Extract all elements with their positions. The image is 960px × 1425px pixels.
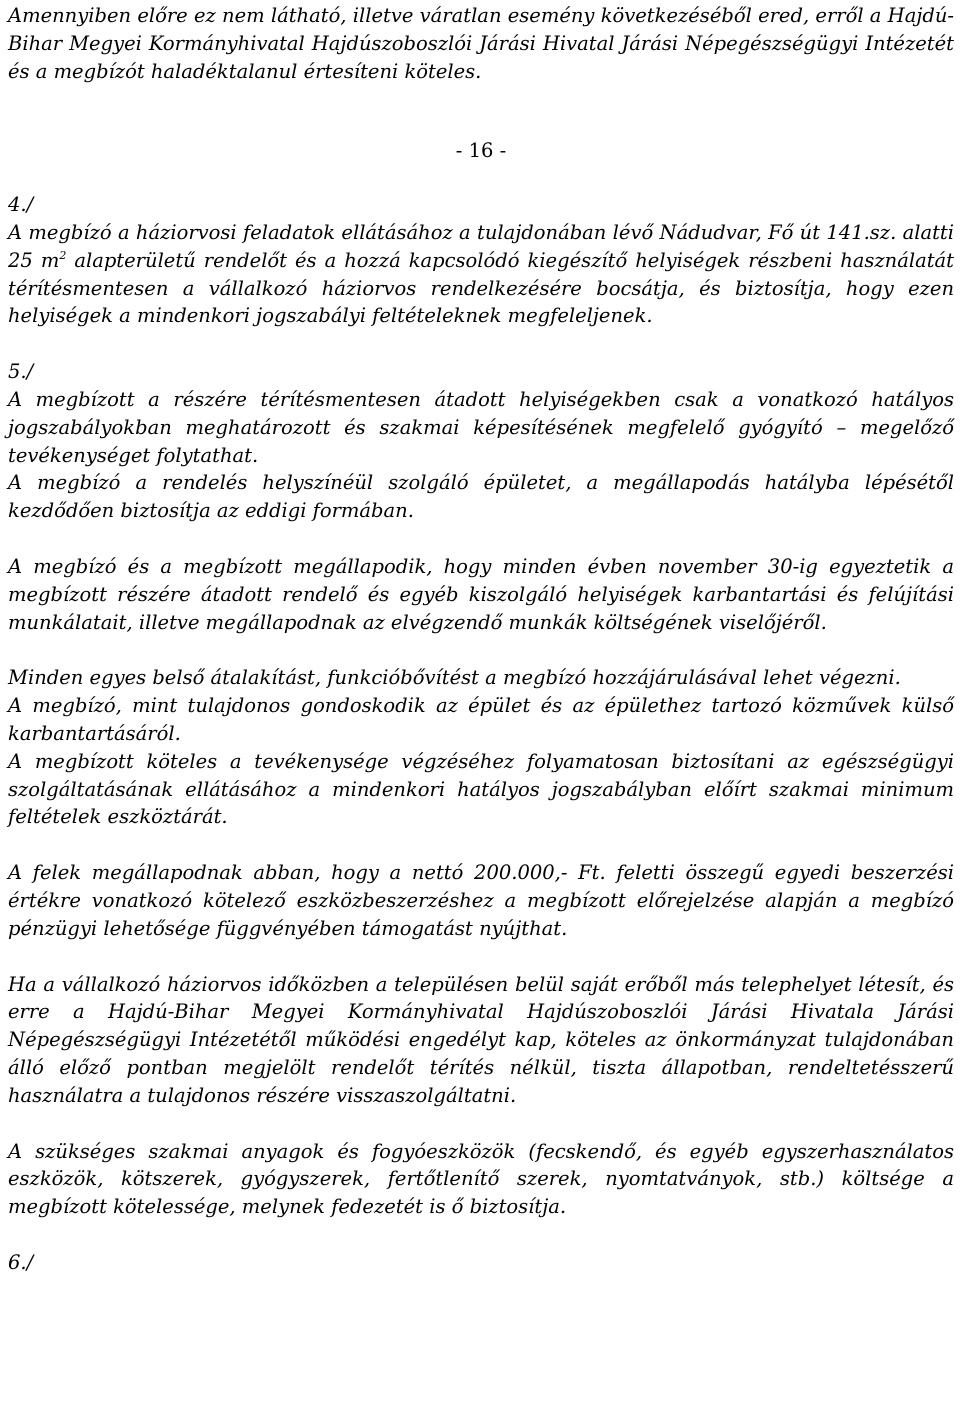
- section-6: [8, 1249, 954, 1277]
- section-4-heading: 4./: [8, 193, 34, 217]
- section-6-heading: 6./: [8, 1250, 34, 1274]
- section-5-paragraph-5: A megbízó, mint tulajdonos gondoskodik az épület és az épülethez tartozó közművek külső karbantartásáról.: [8, 694, 954, 745]
- section-4-text-start: A megbízó a háziorvosi feladatok ellátásához a tulajdonában lévő Nádudvar, Fő út 141.sz. alatti 25 m: [8, 220, 954, 272]
- section-5-paragraph-3: A megbízó és a megbízott megállapodik, hogy minden évben november 30-ig egyeztetik a megbízott részére átadott rendelő és egyéb kiszolgáló helyiségek karbantartási és felújítási munkálatait, illetve megállapodnak az elvégzendő munkák költségének viselőjéről.: [8, 554, 954, 634]
- section-4-paragraph: [8, 219, 954, 330]
- section-5-paragraph-2: A megbízó a rendelés helyszínéül szolgáló épületet, a megállapodás hatályba lépésétől kezdődően biztosítja az eddigi formában.: [8, 471, 954, 523]
- section-4-text-end: alapterületű rendelőt és a hozzá kapcsolódó kiegészítő helyiségek részbeni használatát térítésmentesen a vállalkozó háziorvos rendelkezésére bocsátja, és biztosítja, hogy ezen helyiségek a mindenkori jogszabályi feltételeknek megfeleljenek.: [8, 248, 954, 328]
- section-5-paragraph-4: Minden egyes belső átalakítást, funkcióbővítést a megbízó hozzájárulásával lehet végezni.: [8, 666, 901, 690]
- intro-paragraph: Amennyiben előre ez nem látható, illetve váratlan esemény következéséből ered, erről a Hajdú-Bihar Megyei Kormányhivatal Hajdúszoboszlói Járási Hivatal Járási Népegészségügyi Intézetét és a megbízót haladéktalanul értesíteni köteles.: [8, 4, 954, 83]
- page-number: - 16 -: [455, 139, 507, 163]
- section-5-heading: 5./: [8, 360, 34, 384]
- section-4: [8, 191, 954, 330]
- section-5: [8, 358, 954, 1221]
- section-5-paragraph-7: A felek megállapodnak abban, hogy a nettó 200.000,- Ft. feletti összegű egyedi beszerzési értékre vonatkozó kötelező eszközbeszerzéshez a megbízott előrejelzése alapján a megbízó pénzügyi lehetősége függvényében támogatást nyújthat.: [8, 861, 954, 940]
- section-5-paragraph-1: A megbízott a részére térítésmentesen átadott helyiségekben csak a vonatkozó hatályos jogszabályokban meghatározott és szakmai képesítésének megfelelő gyógyító – megelőző tevékenységet folytathat.: [8, 387, 954, 467]
- section-5-paragraph-9: A szükséges szakmai anyagok és fogyóeszközök (fecskendő, és egyéb egyszerhasználatos eszközök, kötszerek, gyógyszerek, fertőtlenítő szerek, nyomtatványok, stb.) költsége a megbízott kötelessége, melynek fedezetét is ő biztosítja.: [8, 1139, 954, 1219]
- section-5-paragraph-6: A megbízott köteles a tevékenysége végzéséhez folyamatosan biztosítani az egészségügyi szolgáltatásának ellátásához a mindenkori hatályos jogszabályban előírt szakmai minimum feltételek eszköztárát.: [8, 749, 954, 829]
- section-5-paragraph-8: Ha a vállalkozó háziorvos időközben a településen belül saját erőből más telephelyet létesít, és erre a Hajdú-Bihar Megyei Kormányhivatal Hajdúszoboszlói Járási Hivatala Járási Népegészségügyi Intézetétől működési engedélyt kap, köteles az önkormányzat tulajdonában álló előző pontban megjelölt rendelőt térítés nélkül, tiszta állapotban, rendeltetésszerű használatra a tulajdonos részére visszaszolgáltatni.: [8, 972, 954, 1107]
- superscript-exponent: 2: [59, 248, 67, 262]
